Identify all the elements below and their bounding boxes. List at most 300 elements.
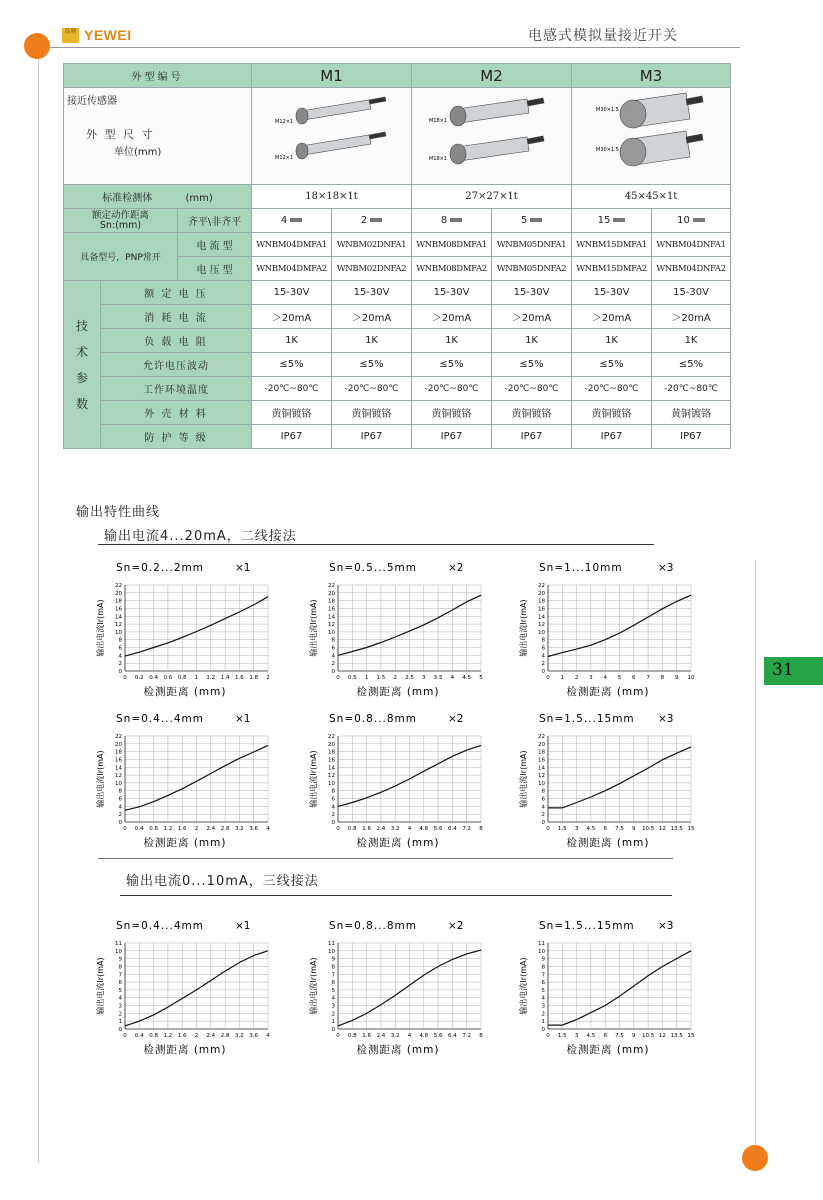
current-model: WNBM04DNFA1 [652, 233, 731, 257]
y-axis-label: 输出电流Ir(mA) [309, 750, 318, 808]
y-tick-label: 10 [538, 629, 545, 636]
x-tick-label: 1.6 [235, 675, 244, 681]
chart-title: Sn=1.5...15mm [539, 713, 635, 725]
param-label: 负 载 电 阻 [101, 329, 252, 353]
y-tick-label: 6 [118, 980, 122, 987]
x-tick-label: 4 [407, 1033, 412, 1039]
voltage-model: WNBM04DNFA2 [652, 257, 731, 281]
x-axis-label: 检测距离 (mm) [566, 1044, 650, 1056]
y-tick-label: 4 [118, 995, 122, 1002]
y-tick-label: 14 [115, 614, 122, 621]
param-value: ＞20mA [652, 305, 731, 329]
x-tick-label: 0 [336, 675, 340, 681]
y-tick-label: 1 [118, 1019, 122, 1026]
y-axis-label: 输出电流Ir(mA) [519, 599, 528, 657]
x-tick-label: 3.6 [249, 826, 259, 832]
x-tick-label: 0 [336, 826, 340, 832]
y-tick-label: 6 [541, 980, 545, 987]
y-tick-label: 2 [541, 812, 545, 819]
y-tick-label: 18 [328, 598, 335, 605]
x-tick-label: 1 [194, 675, 199, 681]
y-tick-label: 0 [331, 669, 335, 675]
model-m1: M1 [252, 64, 412, 88]
x-tick-label: 0.8 [347, 826, 357, 832]
x-tick-label: 2.5 [405, 675, 414, 681]
param-value: 1K [652, 329, 731, 353]
x-tick-label: 2.4 [376, 1033, 386, 1039]
voltage-model: WNBM15DMFA2 [572, 257, 652, 281]
chart-title: Sn=0.4...4mm [116, 920, 204, 932]
m1-dim-1: M12×1 [274, 118, 293, 125]
x-tick-label: 3 [422, 675, 426, 681]
x-tick-label: 7.2 [462, 1033, 472, 1039]
param-value: ≤5% [332, 353, 412, 377]
target-m3: 45×45×1t [572, 185, 731, 209]
x-tick-label: 1.2 [163, 1033, 173, 1039]
y-tick-label: 8 [331, 964, 335, 971]
current-model: WNBM15DMFA1 [572, 233, 652, 257]
x-tick-label: 8 [479, 1033, 483, 1039]
target-label: 标准检测体 [102, 193, 153, 204]
param-value: ≤5% [252, 353, 332, 377]
x-tick-label: 2.8 [220, 826, 230, 832]
x-tick-label: 1.2 [206, 675, 216, 681]
x-tick-label: 2 [194, 826, 199, 832]
y-tick-label: 0 [331, 820, 335, 826]
chart-multiplier: ×3 [658, 562, 674, 574]
y-axis-label: 输出电流Ir(mA) [519, 957, 528, 1015]
x-tick-label: 1.6 [362, 1033, 371, 1039]
y-tick-label: 11 [328, 941, 335, 947]
y-tick-label: 4 [118, 653, 122, 660]
y-tick-label: 2 [331, 661, 335, 668]
x-tick-label: 2 [574, 675, 579, 681]
y-tick-label: 10 [115, 629, 122, 636]
x-tick-label: 0 [336, 1033, 340, 1039]
y-tick-label: 6 [541, 645, 545, 652]
y-tick-label: 14 [328, 765, 335, 772]
param-value: -20℃~80℃ [332, 377, 412, 401]
chart-multiplier: ×2 [448, 562, 464, 574]
param-value: 1K [252, 329, 332, 353]
x-tick-label: 6 [603, 1033, 607, 1039]
m2-dim-1: M18×1 [428, 117, 447, 124]
x-tick-label: 2 [393, 675, 397, 681]
y-tick-label: 18 [115, 598, 122, 605]
y-tick-label: 4 [541, 995, 545, 1002]
x-tick-label: 2 [266, 675, 270, 681]
x-tick-label: 1 [364, 675, 369, 681]
x-tick-label: 1.5 [376, 675, 386, 681]
x-tick-label: 5.6 [433, 1033, 443, 1039]
voltage-model: WNBM08DMFA2 [412, 257, 492, 281]
chart-multiplier: ×1 [235, 562, 251, 574]
y-tick-label: 6 [331, 980, 335, 987]
range-cell: 5 [492, 209, 572, 233]
range-cell: 15 [572, 209, 652, 233]
y-tick-label: 7 [331, 972, 335, 979]
x-tick-label: 3.2 [390, 1033, 400, 1039]
y-tick-label: 10 [115, 948, 122, 955]
param-label: 消 耗 电 流 [101, 305, 252, 329]
y-tick-label: 10 [328, 948, 335, 955]
y-tick-label: 6 [118, 796, 122, 803]
y-tick-label: 1 [541, 1019, 545, 1026]
y-tick-label: 10 [115, 780, 122, 787]
x-tick-label: 4.8 [419, 1033, 429, 1039]
x-tick-label: 10 [687, 675, 695, 681]
param-label: 外 壳 材 料 [101, 401, 252, 425]
y-tick-label: 6 [118, 645, 122, 652]
x-tick-label: 4 [266, 826, 270, 832]
y-tick-label: 2 [331, 812, 335, 819]
page-title: 电感式模拟量接近开关 [528, 28, 678, 44]
target-unit: (mm) [185, 193, 213, 204]
x-tick-label: 8 [660, 675, 665, 681]
param-value: ＞20mA [252, 305, 332, 329]
y-tick-label: 4 [331, 653, 335, 660]
m2-dim-2: M18×1 [428, 155, 447, 162]
y-tick-label: 2 [331, 1011, 335, 1018]
x-tick-label: 4 [266, 1033, 270, 1039]
param-value: ＞20mA [572, 305, 652, 329]
x-axis-label: 检测距离 (mm) [143, 686, 227, 698]
x-axis-label: 检测距离 (mm) [356, 686, 440, 698]
chart-multiplier: ×2 [448, 920, 464, 932]
x-tick-label: 2.4 [376, 826, 386, 832]
y-tick-label: 12 [115, 622, 122, 629]
y-tick-label: 0 [541, 669, 545, 675]
x-tick-label: 4.5 [586, 1033, 596, 1039]
x-tick-label: 7.5 [615, 1033, 624, 1039]
y-tick-label: 0 [331, 1027, 335, 1033]
y-tick-label: 14 [115, 765, 122, 772]
x-tick-label: 0 [546, 1033, 550, 1039]
x-tick-label: 4 [407, 826, 412, 832]
y-tick-label: 12 [538, 773, 545, 780]
param-value: 黄铜镀铬 [492, 401, 572, 425]
x-tick-label: 12 [658, 826, 666, 832]
x-tick-label: 1.5 [557, 1033, 567, 1039]
chart-multiplier: ×3 [658, 920, 674, 932]
y-tick-label: 12 [328, 773, 335, 780]
x-tick-label: 0.8 [347, 1033, 357, 1039]
size-label: 外 型 尺 寸 [86, 128, 155, 141]
chart-multiplier: ×3 [658, 713, 674, 725]
x-tick-label: 3 [574, 1033, 579, 1039]
x-axis-label: 检测距离 (mm) [143, 1044, 227, 1056]
y-tick-label: 4 [541, 653, 545, 660]
x-tick-label: 1.4 [220, 675, 230, 681]
x-axis-label: 检测距离 (mm) [566, 686, 650, 698]
y-tick-label: 16 [115, 606, 122, 613]
model-m3: M3 [572, 64, 731, 88]
param-value: -20℃~80℃ [652, 377, 731, 401]
y-tick-label: 8 [331, 788, 335, 795]
param-value: ≤5% [412, 353, 492, 377]
y-tick-label: 9 [331, 956, 335, 963]
y-tick-label: 14 [538, 765, 545, 772]
x-tick-label: 6 [603, 826, 607, 832]
param-value: 黄铜镀铬 [332, 401, 412, 425]
param-value: -20℃~80℃ [412, 377, 492, 401]
x-tick-label: 15 [687, 1033, 695, 1039]
subtitle-three-wire: 输出电流0...10mA，三线接法 [126, 874, 319, 889]
param-value: 15-30V [572, 281, 652, 305]
y-tick-label: 0 [118, 1027, 122, 1033]
y-tick-label: 20 [538, 741, 545, 748]
y-tick-label: 5 [541, 987, 545, 994]
x-tick-label: 0.8 [177, 675, 187, 681]
x-tick-label: 5.6 [433, 826, 443, 832]
x-axis-label: 检测距离 (mm) [143, 837, 227, 849]
y-tick-label: 9 [118, 956, 122, 963]
param-value: ＞20mA [412, 305, 492, 329]
x-axis-label: 检测距离 (mm) [356, 1044, 440, 1056]
param-value: 1K [332, 329, 412, 353]
y-tick-label: 22 [538, 734, 545, 740]
y-tick-label: 18 [538, 598, 545, 605]
x-tick-label: 3.2 [235, 826, 244, 832]
y-tick-label: 8 [118, 964, 122, 971]
x-tick-label: 4 [450, 675, 455, 681]
x-tick-label: 0 [546, 675, 550, 681]
current-type-label: 电 流 型 [178, 233, 252, 257]
y-tick-label: 16 [538, 606, 545, 613]
param-value: -20℃~80℃ [252, 377, 332, 401]
param-value: ≤5% [572, 353, 652, 377]
x-tick-label: 3.5 [433, 675, 443, 681]
y-tick-label: 3 [541, 1003, 545, 1010]
y-tick-label: 11 [115, 941, 122, 947]
y-tick-label: 0 [541, 820, 545, 826]
x-tick-label: 8 [479, 826, 483, 832]
m3-dim-1: M30×1.5 [596, 106, 619, 113]
chart-title: Sn=0.8...8mm [329, 713, 417, 725]
y-axis-label: 输出电流Ir(mA) [96, 957, 105, 1015]
logo-mark: 品牌 [62, 28, 79, 43]
y-tick-label: 22 [115, 583, 122, 589]
x-tick-label: 1.6 [362, 826, 371, 832]
y-tick-label: 0 [118, 669, 122, 675]
y-tick-label: 20 [328, 741, 335, 748]
page-number: 31 [772, 660, 794, 680]
x-tick-label: 2.4 [206, 826, 216, 832]
tech-label: 技 术 参 数 [64, 281, 101, 449]
y-tick-label: 10 [328, 629, 335, 636]
shape-label: 外型编号 [64, 64, 252, 88]
param-label: 防 护 等 级 [101, 425, 252, 449]
y-tick-label: 2 [541, 1011, 545, 1018]
y-tick-label: 4 [331, 804, 335, 811]
param-value: IP67 [412, 425, 492, 449]
sensor-label: 接近传感器 [67, 96, 117, 107]
model-m2: M2 [412, 64, 572, 88]
y-tick-label: 8 [541, 788, 545, 795]
param-value: 15-30V [252, 281, 332, 305]
x-tick-label: 4 [603, 675, 607, 681]
range-cell: 10 [652, 209, 731, 233]
param-value: 黄铜镀铬 [652, 401, 731, 425]
y-tick-label: 14 [538, 614, 545, 621]
chart-multiplier: ×1 [235, 713, 251, 725]
x-tick-label: 0 [123, 826, 127, 832]
current-model: WNBM02DNFA1 [332, 233, 412, 257]
range-cell: 8 [412, 209, 492, 233]
y-tick-label: 22 [538, 583, 545, 589]
y-axis-label: 输出电流Ir(mA) [519, 750, 528, 808]
x-tick-label: 6 [632, 675, 636, 681]
y-tick-label: 12 [115, 773, 122, 780]
subtitle-two-wire: 输出电流4...20mA，二线接法 [104, 529, 297, 544]
y-tick-label: 4 [118, 804, 122, 811]
x-tick-label: 0 [123, 675, 127, 681]
y-tick-label: 18 [328, 749, 335, 756]
brand-name: YEWEI [84, 27, 132, 43]
x-tick-label: 3.2 [390, 826, 400, 832]
x-tick-label: 9 [632, 826, 636, 832]
x-tick-label: 6.4 [448, 826, 457, 832]
y-tick-label: 6 [541, 796, 545, 803]
x-tick-label: 3 [589, 675, 593, 681]
param-value: -20℃~80℃ [572, 377, 652, 401]
x-tick-label: 1.5 [557, 826, 567, 832]
range-cell: 4 [252, 209, 332, 233]
y-tick-label: 10 [538, 780, 545, 787]
y-tick-label: 0 [541, 1027, 545, 1033]
y-tick-label: 20 [538, 590, 545, 597]
y-tick-label: 20 [115, 590, 122, 597]
x-tick-label: 2.4 [206, 1033, 216, 1039]
voltage-model: WNBM05DNFA2 [492, 257, 572, 281]
mount-label: 齐平\非齐平 [178, 209, 252, 233]
x-tick-label: 5 [617, 675, 622, 681]
param-value: ≤5% [652, 353, 731, 377]
y-tick-label: 3 [118, 1003, 122, 1010]
y-tick-label: 8 [541, 964, 545, 971]
x-tick-label: 1.6 [177, 826, 187, 832]
chart-title: Sn=1.5...15mm [539, 920, 635, 932]
y-tick-label: 20 [115, 741, 122, 748]
x-tick-label: 7.5 [615, 826, 624, 832]
x-tick-label: 2 [194, 1033, 199, 1039]
y-tick-label: 22 [328, 734, 335, 740]
x-tick-label: 0.4 [134, 1033, 144, 1039]
chart-multiplier: ×1 [235, 920, 251, 932]
x-tick-label: 2.8 [220, 1033, 230, 1039]
m1-dim-2: M12×1 [274, 154, 293, 161]
x-tick-label: 3 [574, 826, 579, 832]
x-tick-label: 9 [632, 1033, 636, 1039]
current-model: WNBM05DNFA1 [492, 233, 572, 257]
y-tick-label: 3 [331, 1003, 335, 1010]
param-value: ＞20mA [492, 305, 572, 329]
param-value: -20℃~80℃ [492, 377, 572, 401]
x-tick-label: 4.8 [419, 826, 429, 832]
x-tick-label: 10.5 [641, 1033, 655, 1039]
y-tick-label: 7 [118, 972, 122, 979]
x-tick-label: 0 [123, 1033, 127, 1039]
y-tick-label: 16 [538, 757, 545, 764]
y-tick-label: 4 [331, 995, 335, 1002]
param-value: 15-30V [412, 281, 492, 305]
param-value: 黄铜镀铬 [252, 401, 332, 425]
param-value: 15-30V [332, 281, 412, 305]
x-tick-label: 3.2 [235, 1033, 244, 1039]
x-axis-label: 检测距离 (mm) [566, 837, 650, 849]
x-tick-label: 4.5 [462, 675, 472, 681]
param-label: 额 定 电 压 [101, 281, 252, 305]
y-tick-label: 5 [118, 987, 122, 994]
param-value: 1K [572, 329, 652, 353]
range-label-2: Sn:(mm) [99, 219, 142, 231]
x-axis-label: 检测距离 (mm) [356, 837, 440, 849]
y-tick-label: 2 [541, 661, 545, 668]
param-value: 1K [412, 329, 492, 353]
types-label: 具备型号，PNP常开 [64, 233, 178, 281]
current-model: WNBM04DMFA1 [252, 233, 332, 257]
y-tick-label: 22 [115, 734, 122, 740]
x-tick-label: 4.5 [586, 826, 596, 832]
x-tick-label: 7 [646, 675, 650, 681]
y-tick-label: 4 [541, 804, 545, 811]
param-value: 15-30V [652, 281, 731, 305]
param-value: 黄铜镀铬 [572, 401, 652, 425]
y-axis-label: 输出电流Ir(mA) [96, 750, 105, 808]
x-tick-label: 0.4 [134, 826, 144, 832]
chart-title: Sn=0.2...2mm [116, 562, 204, 574]
x-tick-label: 0.2 [134, 675, 144, 681]
y-tick-label: 10 [538, 948, 545, 955]
x-tick-label: 10.5 [641, 826, 655, 832]
voltage-type-label: 电 压 型 [178, 257, 252, 281]
x-tick-label: 1 [560, 675, 565, 681]
chart-title: Sn=1...10mm [539, 562, 623, 574]
y-axis-label: 输出电流Ir(mA) [309, 599, 318, 657]
y-tick-label: 14 [328, 614, 335, 621]
y-tick-label: 9 [541, 956, 545, 963]
x-tick-label: 1.2 [163, 826, 173, 832]
y-tick-label: 5 [331, 987, 335, 994]
param-value: 黄铜镀铬 [412, 401, 492, 425]
chart-title: Sn=0.4...4mm [116, 713, 204, 725]
y-tick-label: 10 [328, 780, 335, 787]
x-tick-label: 0.6 [163, 675, 173, 681]
x-tick-label: 13.5 [670, 826, 683, 832]
y-tick-label: 16 [328, 606, 335, 613]
param-value: 1K [492, 329, 572, 353]
y-axis-label: 输出电流Ir(mA) [309, 957, 318, 1015]
y-tick-label: 0 [118, 820, 122, 826]
param-label: 允许电压波动 [101, 353, 252, 377]
y-tick-label: 8 [118, 788, 122, 795]
param-value: IP67 [332, 425, 412, 449]
y-tick-label: 16 [328, 757, 335, 764]
param-value: IP67 [492, 425, 572, 449]
y-axis-label: 输出电流Ir(mA) [96, 599, 105, 657]
param-value: IP67 [252, 425, 332, 449]
range-label-1: 额定动作距离 [91, 209, 149, 221]
range-cell: 2 [332, 209, 412, 233]
chart-title: Sn=0.8...8mm [329, 920, 417, 932]
x-tick-label: 6.4 [448, 1033, 457, 1039]
x-tick-label: 9 [674, 675, 679, 681]
param-label: 工作环境温度 [101, 377, 252, 401]
x-tick-label: 0.5 [347, 675, 357, 681]
param-value: ＞20mA [332, 305, 412, 329]
y-tick-label: 16 [115, 757, 122, 764]
y-tick-label: 6 [331, 645, 335, 652]
